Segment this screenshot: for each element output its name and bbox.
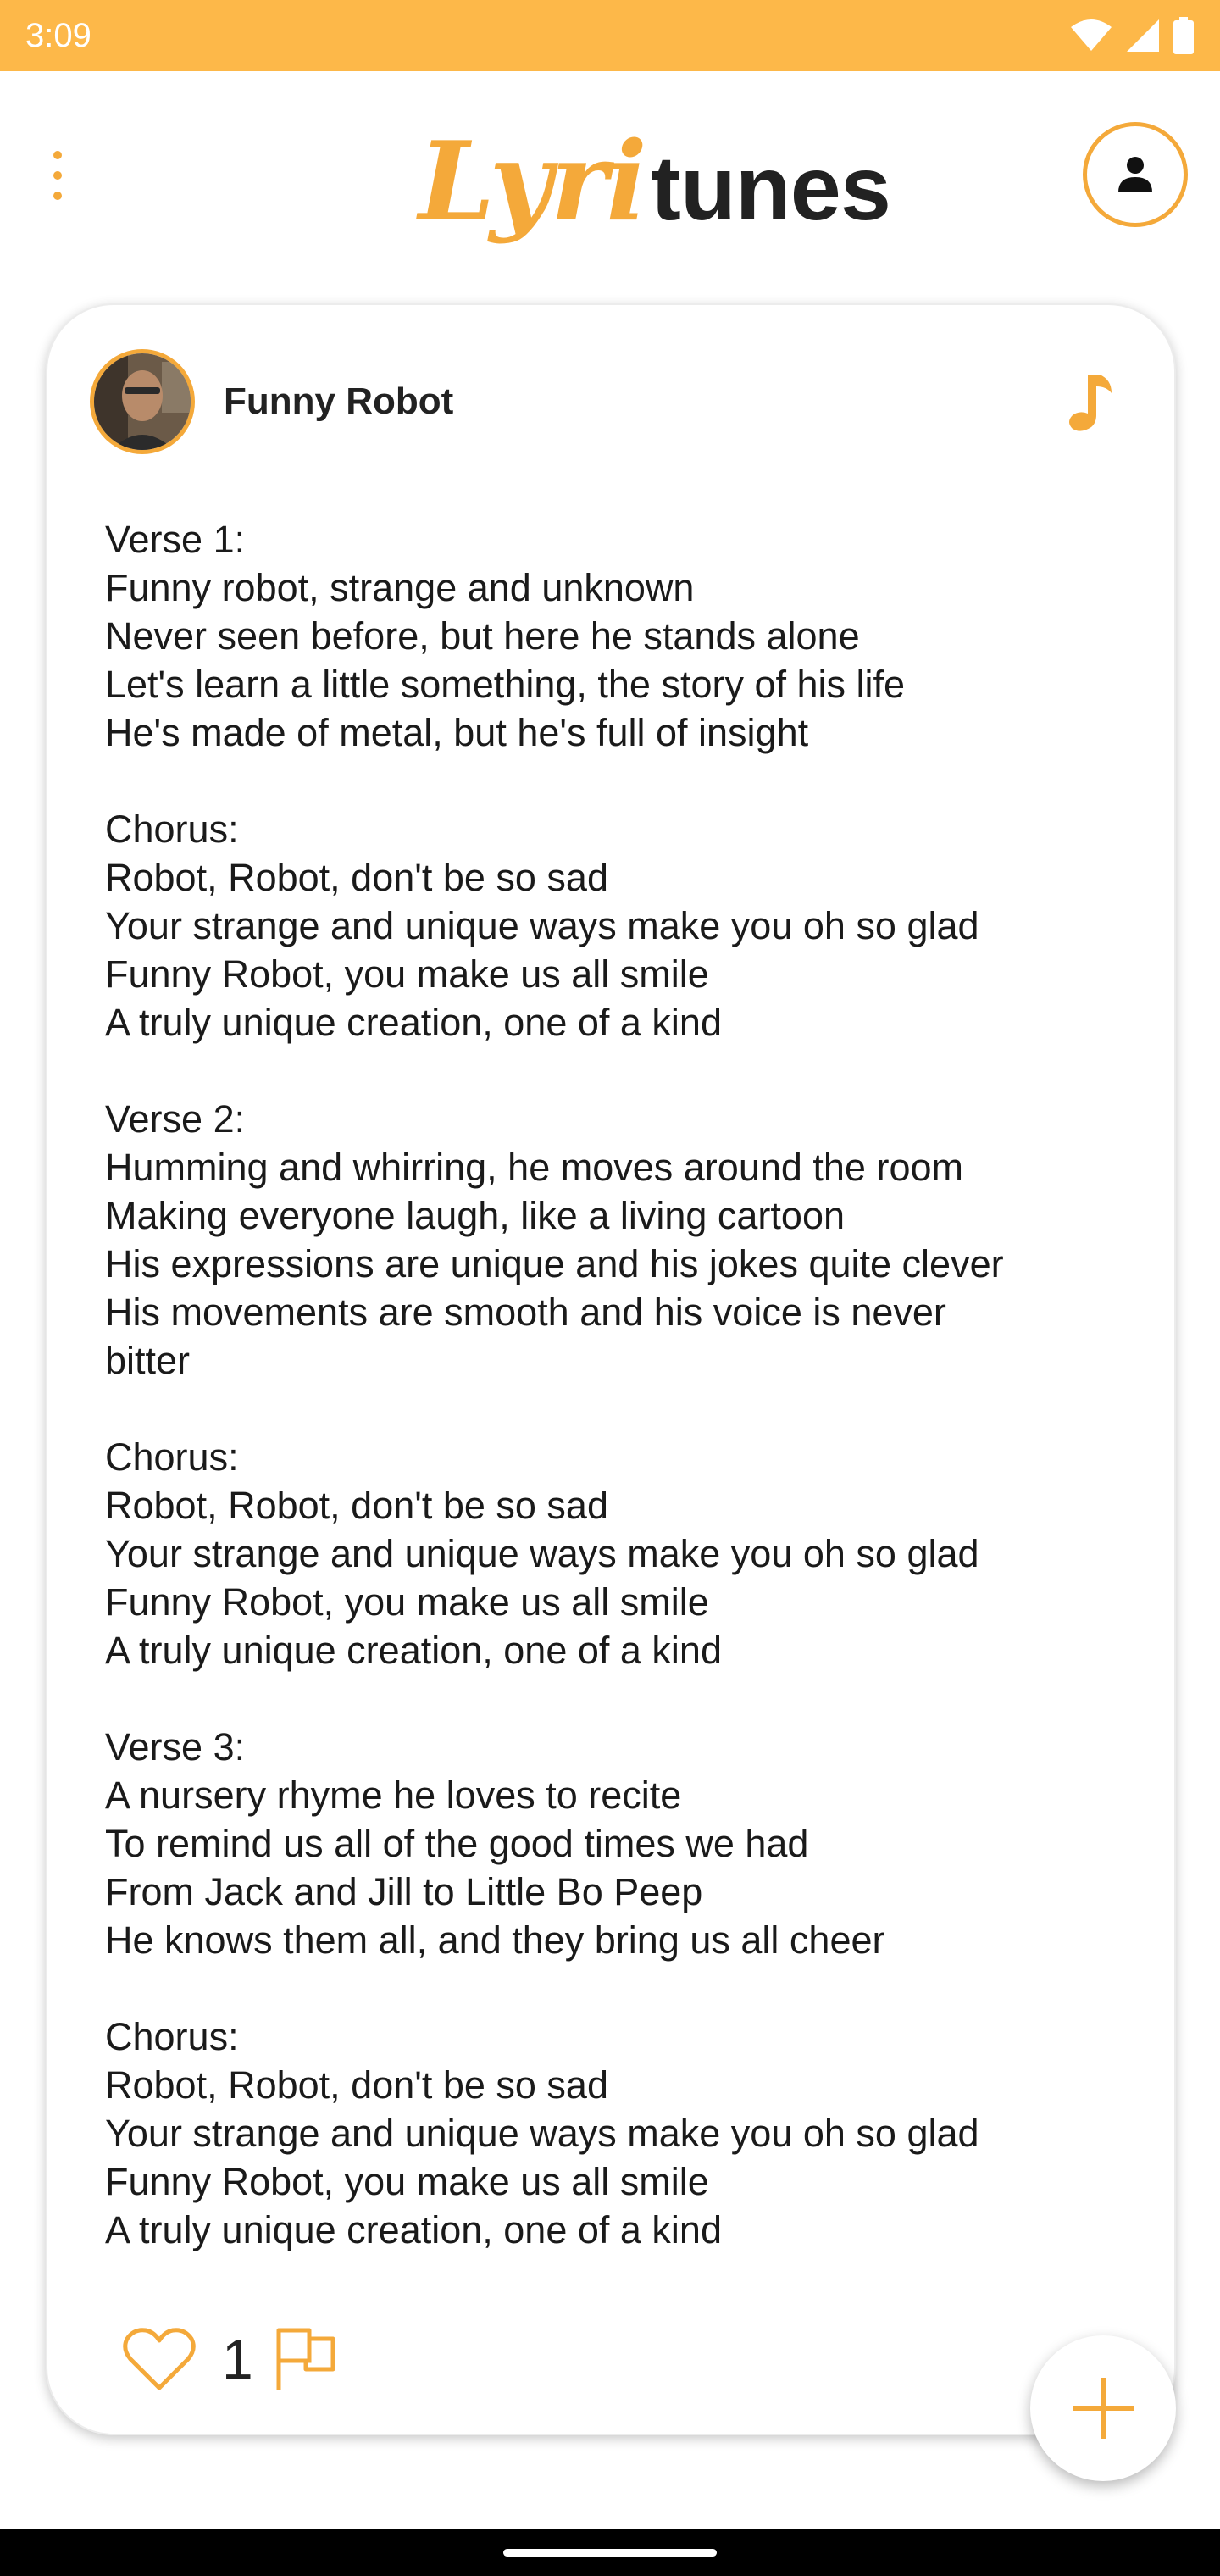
add-button[interactable] bbox=[1030, 2335, 1176, 2481]
heart-icon[interactable] bbox=[122, 2325, 197, 2393]
profile-button[interactable] bbox=[1083, 122, 1188, 227]
menu-dot bbox=[53, 151, 62, 159]
navigation-bar bbox=[0, 2529, 1220, 2576]
plus-icon bbox=[1069, 2374, 1137, 2442]
author-name[interactable]: Funny Robot bbox=[224, 380, 454, 422]
menu-dot bbox=[53, 171, 62, 180]
music-note-icon[interactable] bbox=[1062, 369, 1117, 437]
home-gesture-bar[interactable] bbox=[503, 2549, 717, 2557]
lyrics-text: Verse 1: Funny robot, strange and unknown Never seen before, but here he stands alone Let's learn a little something, the story of his life He's made of metal, but he's full of insight Chorus: Robot, Robot, don't be so sad Your strange and unique ways make you oh so glad Funny Robot, you make us all smile A truly unique creation, one of a kind Verse 2: Humming and whirring, he moves around the room Making everyone laugh, like a living cartoon His expressions are unique and his jokes quite clever His movements are smooth and his voice is never bitter Chorus: Robot, Robot, don't be so sad Your strange and unique ways make you oh so glad Funny Robot, you make us all smile A truly unique creation, one of a kind Verse 3: A nursery rhyme he loves to recite To remind us all of the good times we had From Jack and Jill to Little Bo Peep He knows them all, and they bring us all cheer Chorus: Robot, Robot, don't be so sad Your strange and unique ways make you oh so glad Funny Robot, you make us all smile A truly unique creation, one of a kind bbox=[105, 518, 1004, 2251]
battery-icon bbox=[1173, 17, 1195, 54]
author-photo bbox=[94, 353, 191, 450]
status-time: 3:09 bbox=[25, 17, 92, 54]
app-logo bbox=[419, 119, 890, 254]
logo-tunes: tunes bbox=[650, 136, 890, 239]
menu-dot bbox=[53, 192, 62, 200]
flag-icon[interactable] bbox=[272, 2325, 340, 2393]
avatar[interactable] bbox=[90, 349, 195, 454]
logo-lyri: Lyri bbox=[419, 119, 646, 246]
like-count: 1 bbox=[222, 2328, 253, 2390]
card-footer bbox=[122, 2318, 340, 2400]
wifi-icon bbox=[1069, 19, 1113, 53]
lyrics-card bbox=[46, 303, 1176, 2435]
status-icons bbox=[1069, 17, 1195, 54]
person-icon bbox=[1116, 155, 1155, 194]
status-bar bbox=[0, 0, 1220, 71]
signal-icon bbox=[1125, 18, 1161, 53]
more-vert-icon[interactable] bbox=[36, 146, 80, 205]
